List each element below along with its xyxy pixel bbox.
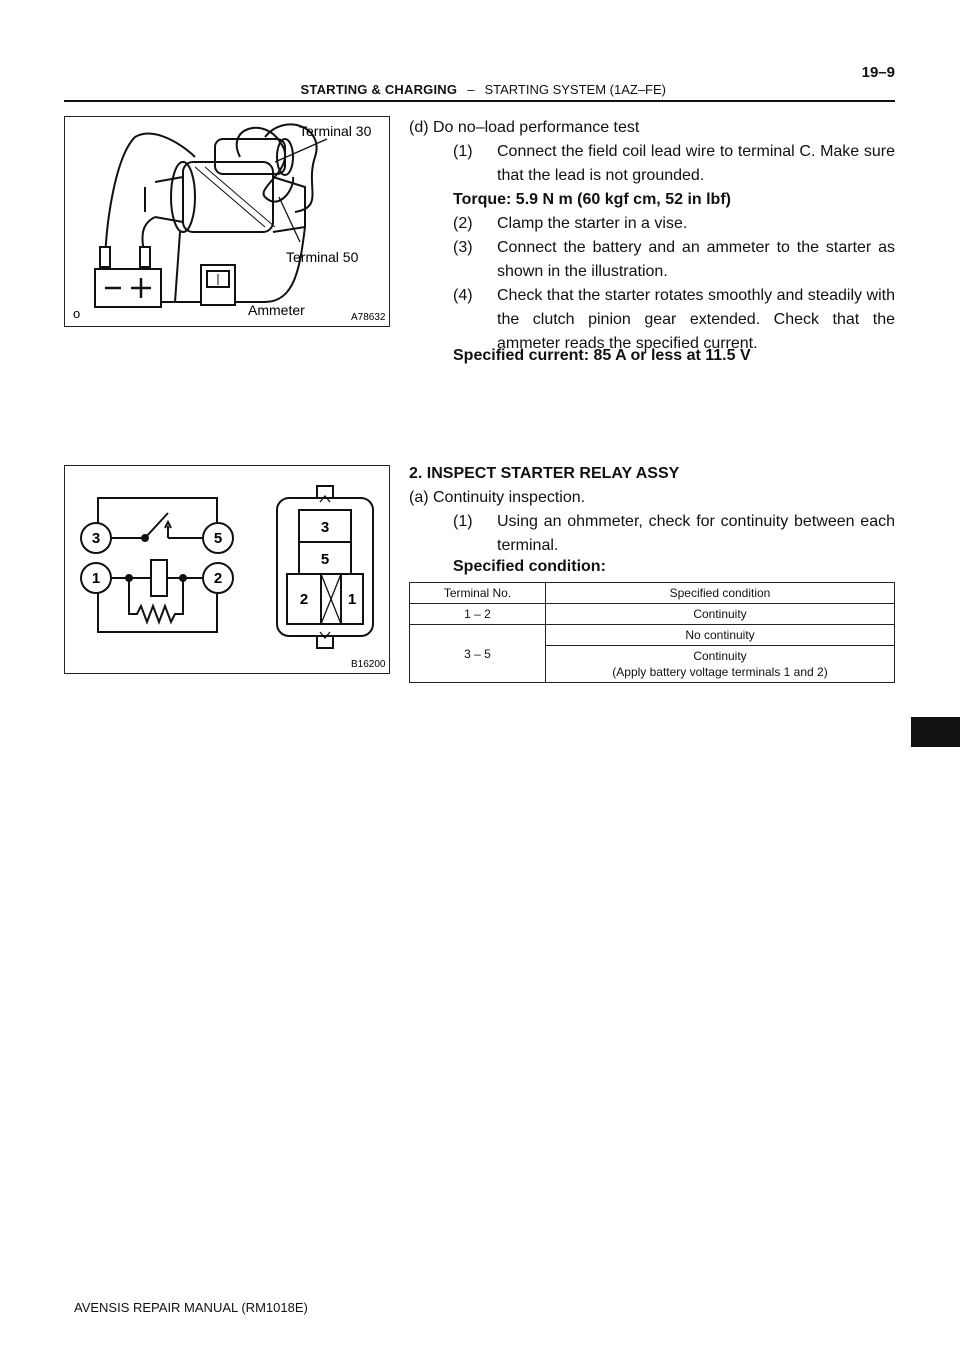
condition-note: (Apply battery voltage terminals 1 and 2) (612, 665, 828, 679)
starter-test-illustration (64, 116, 390, 327)
header-rule (64, 100, 895, 102)
step-2a-text: (a) Continuity inspection. (409, 489, 586, 506)
table-row (410, 604, 895, 625)
label-ammeter: Ammeter (248, 302, 305, 318)
table-header-condition: Specified condition (546, 583, 895, 604)
page-number: 19–9 (861, 64, 895, 81)
connector-terminal-3: 3 (320, 519, 330, 536)
figure2-code: B16200 (351, 659, 386, 670)
step-2-1-text: Using an ohmmeter, check for continuity between each terminal. (497, 513, 895, 554)
step-d-3-text: Connect the battery and an ammeter to the starter as shown in the illustration. (497, 239, 895, 280)
step-d-3-num: (3) (453, 239, 473, 256)
step-d-2-num: (2) (453, 215, 473, 232)
page-header (64, 82, 666, 97)
specified-condition-label: Specified condition: (453, 558, 606, 575)
circuit-terminal-2: 2 (213, 570, 223, 587)
figure1-code: A78632 (351, 312, 386, 323)
relay-terminal-illustration (64, 465, 390, 674)
connector-terminal-2: 2 (299, 591, 309, 608)
label-terminal-50: Terminal 50 (286, 249, 359, 265)
header-section: STARTING & CHARGING (300, 82, 458, 97)
continuity-table (409, 582, 895, 683)
circuit-terminal-1: 1 (91, 570, 101, 587)
torque-spec: Torque: 5.9 N m (60 kgf cm, 52 in lbf) (453, 191, 731, 208)
condition-text: Continuity (693, 649, 747, 663)
header-subsection: STARTING SYSTEM (1AZ–FE) (484, 82, 666, 97)
step-2-heading: 2. INSPECT STARTER RELAY ASSY (409, 465, 680, 482)
relay-terminal-drawing (65, 466, 389, 673)
table-cell-condition: No continuity (546, 625, 895, 646)
table-header-terminal: Terminal No. (410, 583, 546, 604)
step-d-4-num: (4) (453, 287, 473, 304)
circuit-terminal-5: 5 (213, 530, 223, 547)
figure1-corner-mark: o (73, 306, 81, 321)
table-cell-terminal: 3 – 5 (410, 625, 546, 683)
table-cell-terminal: 1 – 2 (410, 604, 546, 625)
step-d-heading: (d) Do no–load performance test (409, 119, 640, 136)
step-d-2-text: Clamp the starter in a vise. (497, 215, 688, 232)
connector-terminal-5: 5 (320, 551, 330, 568)
step-d-4-text: Check that the starter rotates smoothly and steadily with the clutch pinion gear extended. Check that the ammeter reads the specified current. (497, 287, 895, 352)
starter-test-drawing (65, 117, 389, 326)
table-cell-condition (546, 646, 895, 683)
label-terminal-30: Terminal 30 (299, 123, 372, 139)
table-header-row (410, 583, 895, 604)
page-footer: AVENSIS REPAIR MANUAL (RM1018E) (74, 1300, 308, 1315)
step-d-1-text: Connect the field coil lead wire to terminal C. Make sure that the lead is not grounded. (497, 143, 895, 184)
step-2-1-num: (1) (453, 513, 473, 530)
table-cell-condition: Continuity (546, 604, 895, 625)
table-row (410, 625, 895, 646)
section-tab-marker (911, 717, 960, 747)
current-spec: Specified current: 85 A or less at 11.5 V (453, 347, 751, 364)
header-separator: – (467, 82, 475, 97)
step-d-1-num: (1) (453, 143, 473, 160)
circuit-terminal-3: 3 (91, 530, 101, 547)
connector-terminal-1: 1 (347, 591, 357, 608)
